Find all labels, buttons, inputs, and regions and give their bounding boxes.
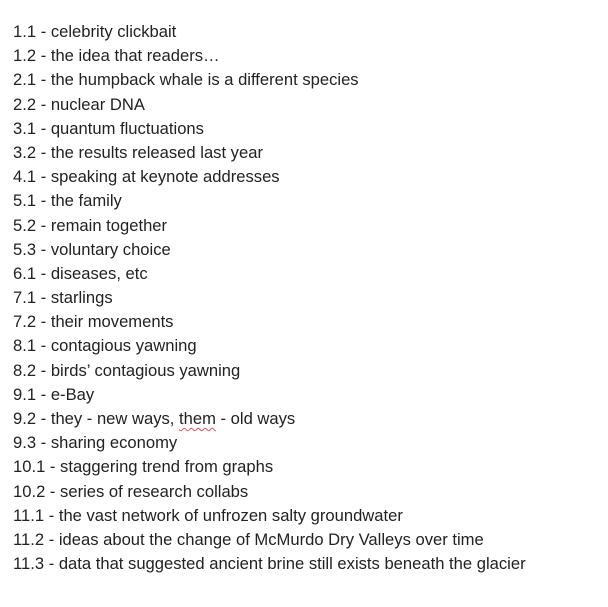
item-text: voluntary choice xyxy=(50,239,171,259)
list-item xyxy=(13,383,603,407)
item-separator: - xyxy=(36,263,51,283)
list-item xyxy=(13,44,603,68)
item-number: 9.2 xyxy=(13,409,37,428)
item-text-before: they - new ways, xyxy=(50,409,180,428)
list-item xyxy=(13,528,603,552)
list-item xyxy=(13,262,603,286)
item-text: e-Bay xyxy=(50,384,95,404)
list-item xyxy=(13,407,603,431)
item-text: data that suggested ancient brine still exists beneath the glacier xyxy=(58,554,526,574)
list-item xyxy=(13,504,603,528)
item-text: contagious yawning xyxy=(50,336,197,356)
item-separator: - xyxy=(45,481,61,501)
list-item xyxy=(13,286,603,310)
item-separator: - xyxy=(36,384,51,404)
item-number: 8.1 xyxy=(13,336,37,356)
item-number: 11.2 xyxy=(13,529,45,549)
list-item xyxy=(13,68,603,92)
list-item xyxy=(13,334,603,358)
item-text: quantum fluctuations xyxy=(50,118,204,138)
item-separator: - xyxy=(36,312,51,332)
item-number: 8.2 xyxy=(13,360,37,380)
item-separator: - xyxy=(36,239,51,259)
item-number: 10.2 xyxy=(13,481,46,501)
item-number: 11.3 xyxy=(13,554,45,574)
item-number: 5.1 xyxy=(13,191,37,211)
item-number: 1.1 xyxy=(13,22,37,41)
item-text: speaking at keynote addresses xyxy=(50,167,280,187)
item-text: the humpback whale is a different species xyxy=(50,70,359,90)
item-separator: - xyxy=(36,94,51,114)
item-text-after: - old ways xyxy=(215,409,296,428)
list-item xyxy=(13,480,603,504)
list-item xyxy=(13,189,603,213)
item-separator: - xyxy=(44,554,59,574)
item-text: the family xyxy=(50,191,122,211)
item-separator: - xyxy=(36,70,51,90)
list-item xyxy=(13,165,603,189)
item-number: 10.1 xyxy=(13,457,46,477)
list-item xyxy=(13,431,603,455)
item-separator: - xyxy=(36,336,51,356)
item-separator: - xyxy=(45,457,61,477)
item-separator: - xyxy=(36,22,51,41)
item-text: remain together xyxy=(50,215,168,235)
list-item xyxy=(13,238,603,262)
document-body[interactable] xyxy=(13,20,603,576)
item-text: sharing economy xyxy=(50,433,178,453)
list-item xyxy=(13,214,603,238)
item-separator: - xyxy=(36,167,51,187)
item-number: 9.1 xyxy=(13,384,37,404)
item-number: 4.1 xyxy=(13,167,37,187)
item-number: 5.2 xyxy=(13,215,37,235)
item-separator: - xyxy=(36,142,51,162)
list-item xyxy=(13,310,603,334)
item-number: 7.1 xyxy=(13,288,37,308)
item-number: 3.1 xyxy=(13,118,37,138)
item-number: 2.2 xyxy=(13,94,37,114)
list-item xyxy=(13,455,603,479)
item-separator: - xyxy=(36,46,51,66)
item-separator: - xyxy=(36,118,51,138)
item-number: 3.2 xyxy=(13,142,37,162)
list-item xyxy=(13,20,603,44)
item-number: 9.3 xyxy=(13,433,37,453)
item-text: diseases, etc xyxy=(50,263,148,283)
item-text: celebrity clickbait xyxy=(50,22,177,41)
item-separator: - xyxy=(36,360,51,380)
item-text: the results released last year xyxy=(50,142,263,162)
item-separator: - xyxy=(36,191,51,211)
item-text: the vast network of unfrozen salty groundwater xyxy=(58,505,403,525)
item-number: 2.1 xyxy=(13,70,37,90)
item-text: birds’ contagious yawning xyxy=(50,360,241,380)
item-text: their movements xyxy=(50,312,174,332)
item-text: series of research collabs xyxy=(60,481,249,501)
item-text: nuclear DNA xyxy=(50,94,145,114)
item-number: 5.3 xyxy=(13,239,37,259)
list-item xyxy=(13,93,603,117)
item-number: 11.1 xyxy=(13,505,45,525)
item-text: staggering trend from graphs xyxy=(60,457,274,477)
list-item xyxy=(13,359,603,383)
item-separator: - xyxy=(36,433,51,453)
item-separator: - xyxy=(36,215,51,235)
item-separator: - xyxy=(44,529,59,549)
list-item xyxy=(13,141,603,165)
item-separator: - xyxy=(44,505,59,525)
item-number: 6.1 xyxy=(13,263,37,283)
spellcheck-flagged-word[interactable]: them xyxy=(179,409,216,428)
item-number: 7.2 xyxy=(13,312,37,332)
item-text: starlings xyxy=(50,288,113,308)
item-number: 1.2 xyxy=(13,46,37,66)
list-item xyxy=(13,117,603,141)
item-text: the idea that readers… xyxy=(50,46,220,66)
item-separator: - xyxy=(36,288,51,308)
list-item xyxy=(13,552,603,576)
item-text: ideas about the change of McMurdo Dry Valleys over time xyxy=(58,529,484,549)
item-separator: - xyxy=(36,409,51,428)
